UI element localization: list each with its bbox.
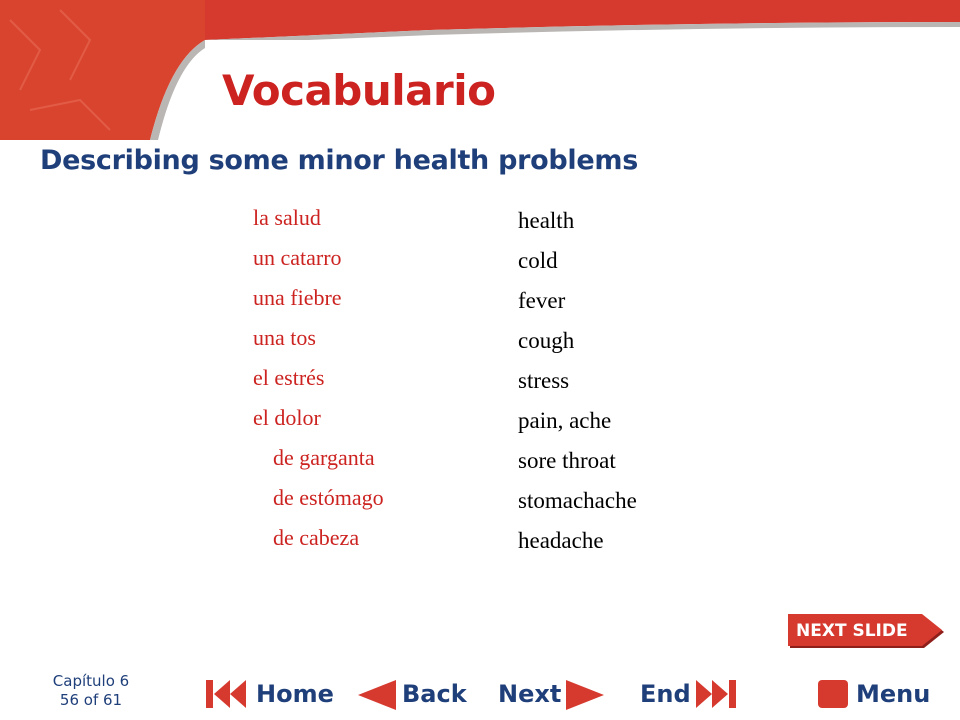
home-button[interactable] (204, 674, 334, 714)
end-button[interactable] (640, 674, 750, 714)
vocab-english: cold (518, 248, 558, 273)
vocab-row (253, 280, 713, 320)
vocab-english: sore throat (518, 448, 616, 473)
vocab-english: cough (518, 328, 575, 353)
vocab-spanish: una fiebre (253, 285, 342, 310)
vocab-spanish: de estómago (273, 485, 384, 510)
next-slide-label: NEXT SLIDE (796, 621, 908, 641)
home-label: Home (256, 680, 334, 708)
vocab-row (253, 240, 713, 280)
next-slide-button[interactable] (786, 612, 946, 652)
vocab-english: health (518, 208, 575, 233)
vocab-spanish: el estrés (253, 365, 325, 390)
home-rewind-icon (204, 678, 250, 710)
vocab-row (253, 480, 713, 520)
end-label: End (640, 680, 691, 708)
menu-square-icon (816, 678, 850, 710)
vocab-row (253, 440, 713, 480)
vocab-spanish: un catarro (253, 245, 342, 270)
vocab-row (253, 200, 713, 240)
slide-subtitle: Describing some minor health problems (40, 145, 638, 176)
next-arrow-icon (564, 678, 608, 712)
vocab-spanish: el dolor (253, 405, 321, 430)
vocab-spanish: de cabeza (273, 525, 360, 550)
chapter-info (44, 672, 138, 710)
vocab-english: stomachache (518, 488, 637, 513)
vocab-row (253, 520, 713, 560)
vocab-spanish: una tos (253, 325, 316, 350)
vocab-row (253, 360, 713, 400)
vocab-row (253, 320, 713, 360)
header-corner-block (0, 0, 205, 140)
vocab-spanish: la salud (253, 205, 321, 230)
back-arrow-icon (354, 678, 398, 712)
next-label: Next (498, 680, 562, 708)
navigation-bar (200, 668, 945, 720)
vocab-row (253, 400, 713, 440)
vocabulary-list (253, 200, 713, 560)
end-fast-forward-icon (692, 678, 738, 710)
chapter-label: Capítulo 6 (52, 672, 130, 690)
vocab-english: fever (518, 288, 566, 313)
vocab-english: stress (518, 368, 570, 393)
slide-title: Vocabulario (222, 66, 496, 115)
page-counter: 56 of 61 (59, 691, 123, 709)
vocab-english: headache (518, 528, 604, 553)
vocab-spanish: de garganta (273, 445, 375, 470)
next-button[interactable] (498, 674, 618, 714)
back-button[interactable] (354, 674, 474, 714)
vocab-english: pain, ache (518, 408, 612, 433)
menu-button[interactable] (816, 674, 936, 714)
menu-label: Menu (856, 680, 931, 708)
back-label: Back (402, 680, 467, 708)
